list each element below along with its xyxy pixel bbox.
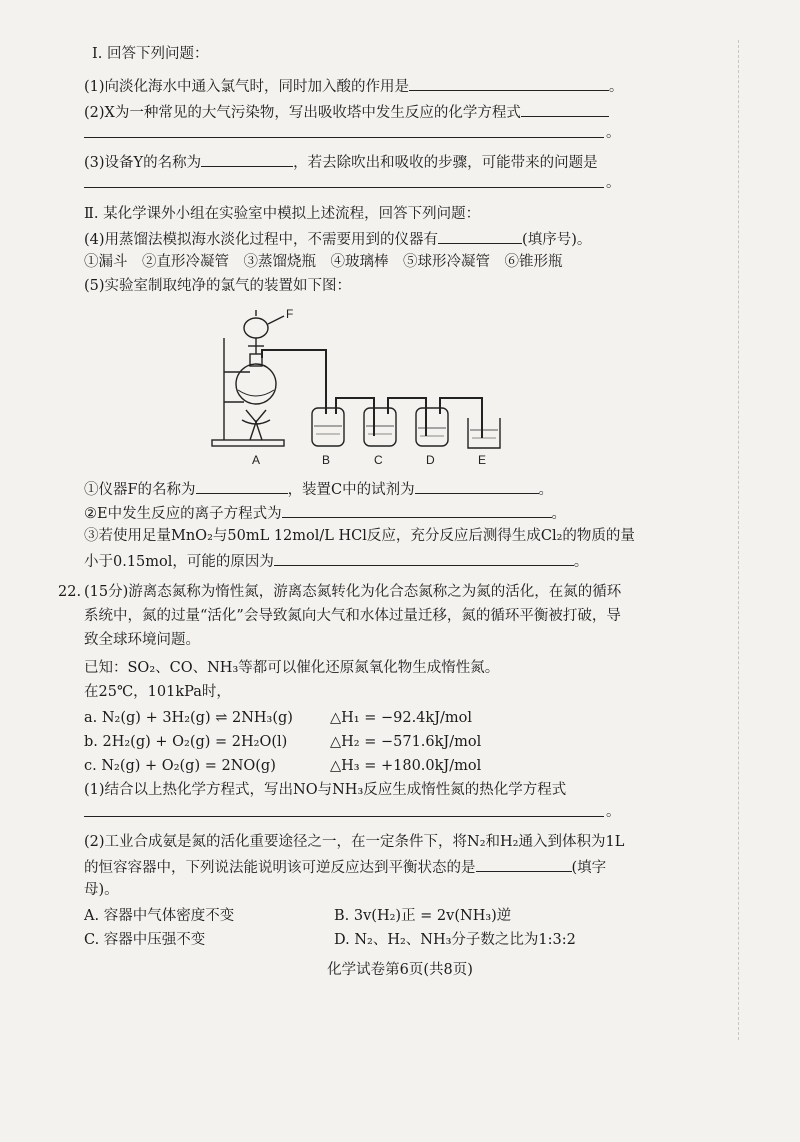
round-bottom-flask bbox=[236, 364, 276, 404]
choice-c[interactable]: C. 容器中压强不变 bbox=[84, 932, 206, 948]
answer-line[interactable] bbox=[84, 187, 604, 188]
answer-blank[interactable] bbox=[409, 75, 609, 91]
bottle-c bbox=[364, 408, 396, 446]
separatory-funnel-f bbox=[244, 318, 268, 338]
subquestion-1 bbox=[84, 478, 553, 500]
question-22-sub2-line3: 母)。 bbox=[84, 882, 119, 898]
question-22-sub1: (1)结合以上热化学方程式，写出NO与NH₃反应生成惰性氮的热化学方程式 bbox=[84, 782, 567, 798]
conditions: 在25℃，101kPa时， bbox=[84, 684, 231, 700]
question-2-text: (2)X为一种常见的大气污染物，写出吸收塔中发生反应的化学方程式 bbox=[84, 105, 521, 121]
stand-base bbox=[212, 440, 284, 446]
question-3-text-b: ，若去除吹出和吸收的步骤，可能带来的问题是 bbox=[293, 155, 598, 171]
answer-line[interactable] bbox=[84, 816, 604, 817]
subquestion-2 bbox=[84, 502, 566, 524]
period: 。 bbox=[606, 804, 621, 820]
answer-blank[interactable] bbox=[201, 151, 293, 167]
subquestion-3-line2 bbox=[84, 550, 588, 572]
period: 。 bbox=[551, 506, 566, 522]
choice-a[interactable]: A. 容器中气体密度不变 bbox=[84, 908, 235, 924]
question-22-sub2-text: 的恒容容器中，下列说法能说明该可逆反应达到平衡状态的是 bbox=[84, 860, 476, 876]
bottle-d bbox=[416, 408, 448, 446]
period: 。 bbox=[606, 175, 621, 191]
period: 。 bbox=[606, 125, 621, 141]
beaker-e bbox=[468, 418, 500, 448]
label-b: B bbox=[322, 453, 331, 467]
question-4-tail: (填序号)。 bbox=[522, 232, 592, 248]
enthalpy-a: △H₁ = −92.4kJ/mol bbox=[330, 710, 473, 726]
answer-blank[interactable] bbox=[415, 478, 539, 494]
question-4-text: (4)用蒸馏法模拟海水淡化过程中，不需要用到的仪器有 bbox=[84, 232, 439, 248]
answer-line[interactable] bbox=[84, 137, 604, 138]
equation-a: a. N₂(g) + 3H₂(g) ⇌ 2NH₃(g) bbox=[84, 710, 293, 726]
equation-b: b. 2H₂(g) + O₂(g) = 2H₂O(l) bbox=[84, 734, 288, 750]
answer-blank[interactable] bbox=[282, 502, 552, 518]
period: 。 bbox=[538, 482, 553, 498]
choice-b[interactable]: B. 3v(H₂)正 = 2v(NH₃)逆 bbox=[334, 908, 512, 924]
question-1-text: (1)向淡化海水中通入氯气时，同时加入酸的作用是 bbox=[84, 79, 410, 95]
bottle-b bbox=[312, 408, 344, 446]
question-5: (5)实验室制取纯净的氯气的装置如下图： bbox=[84, 278, 352, 294]
question-4 bbox=[84, 228, 591, 250]
question-4-options: ①漏斗 ②直形冷凝管 ③蒸馏烧瓶 ④玻璃棒 ⑤球形冷凝管 ⑥锥形瓶 bbox=[84, 254, 563, 270]
enthalpy-c: △H₃ = +180.0kJ/mol bbox=[330, 758, 482, 774]
label-d: D bbox=[426, 453, 435, 467]
question-22-number: 22. bbox=[58, 584, 82, 600]
label-e: E bbox=[478, 453, 487, 467]
answer-blank[interactable] bbox=[438, 228, 522, 244]
subquestion-1-text-a: ①仪器F的名称为 bbox=[84, 482, 196, 498]
question-22-sub2-tail: (填字 bbox=[571, 860, 607, 876]
answer-blank[interactable] bbox=[476, 856, 572, 872]
part2-heading: Ⅱ. 某化学课外小组在实验室中模拟上述流程，回答下列问题： bbox=[84, 206, 481, 222]
binding-margin-line bbox=[738, 40, 739, 1040]
subquestion-1-text-b: ，装置C中的试剂为 bbox=[287, 482, 415, 498]
answer-blank[interactable] bbox=[274, 550, 574, 566]
question-22-intro-3: 致全球环境问题。 bbox=[84, 632, 200, 648]
question-22-intro-1: (15分)游离态氮称为惰性氮，游离态氮转化为化合态氮称之为氮的活化，在氮的循环 bbox=[84, 584, 622, 600]
known-statement: 已知：SO₂、CO、NH₃等都可以催化还原氮氧化物生成惰性氮。 bbox=[84, 660, 500, 676]
question-22-sub2-line1: (2)工业合成氨是氮的活化重要途径之一，在一定条件下，将N₂和H₂通入到体积为1L bbox=[84, 834, 625, 850]
subquestion-2-text: ②E中发生反应的离子方程式为 bbox=[84, 506, 282, 522]
subquestion-3-line1: ③若使用足量MnO₂与50mL 12mol/L HCl反应，充分反应后测得生成Cl₂的物质的量 bbox=[84, 528, 635, 544]
question-22-intro-2: 系统中，氮的过量“活化”会导致氮向大气和水体过量迁移，氮的循环平衡被打破，导 bbox=[84, 608, 621, 624]
label-c: C bbox=[374, 453, 383, 467]
question-1 bbox=[84, 75, 623, 97]
answer-blank[interactable] bbox=[521, 101, 609, 117]
enthalpy-b: △H₂ = −571.6kJ/mol bbox=[330, 734, 482, 750]
answer-blank[interactable] bbox=[196, 478, 288, 494]
question-22-sub2-line2 bbox=[84, 856, 606, 878]
period: 。 bbox=[573, 554, 588, 570]
question-3 bbox=[84, 151, 598, 173]
chlorine-apparatus-diagram bbox=[206, 302, 516, 470]
period: 。 bbox=[609, 79, 624, 95]
page-footer: 化学试卷第6页(共8页) bbox=[327, 962, 473, 978]
part1-heading: Ⅰ. 回答下列问题： bbox=[92, 46, 209, 62]
label-f: F bbox=[286, 307, 294, 321]
question-2 bbox=[84, 101, 609, 123]
label-a: A bbox=[252, 453, 261, 467]
question-3-text-a: (3)设备Y的名称为 bbox=[84, 155, 202, 171]
equation-c: c. N₂(g) + O₂(g) = 2NO(g) bbox=[84, 758, 276, 774]
choice-d[interactable]: D. N₂、H₂、NH₃分子数之比为1:3:2 bbox=[334, 932, 576, 948]
subquestion-3-text: 小于0.15mol，可能的原因为 bbox=[84, 554, 274, 570]
